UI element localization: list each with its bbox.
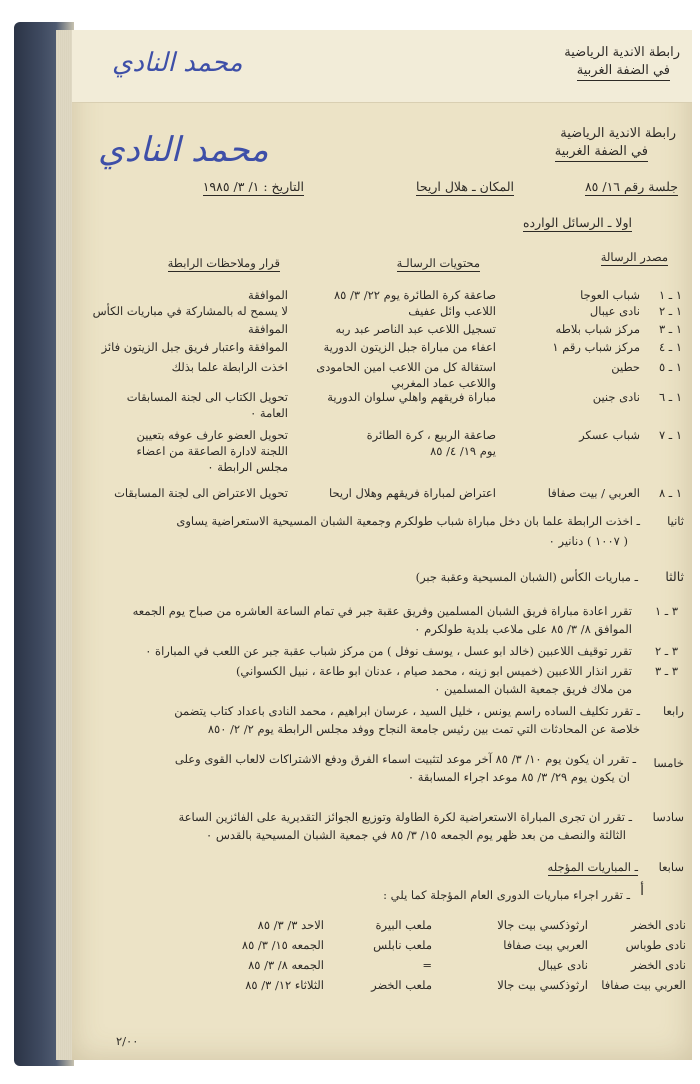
col-header-decision: قرار وملاحظات الرابطة [167,256,280,270]
row-content: واللاعب عماد المغربي [391,376,496,390]
row-decision: مجلس الرابطة ٠ [207,460,288,474]
section2-label: ثانيا [667,514,684,528]
row-number: ١ ـ ٧ [658,428,682,442]
handwritten-name-top: محمد النادي [112,48,243,78]
row-decision: لا يسمح له بالمشاركة في مباريات الكأس [92,304,288,318]
row-content: اعفاء من مباراة جبل الزيتون الدورية [323,340,496,354]
header-line2: في الضفة الغربية [555,143,648,162]
row-number: ١ ـ ١ [658,288,682,302]
section1-title: اولا ـ الرسائل الوارده [523,215,632,230]
match-away: ارثوذكسي بيت جالا [497,918,588,932]
section7-sub-label: أ [640,883,644,899]
row-source: مركز شباب رقم ١ [552,340,640,354]
row-content: اللاعب وائل عفيف [408,304,496,318]
match-home: العربي بيت صفافا [601,978,686,992]
row-content: تسجيل اللاعب عبد الناصر عبد ربه [335,322,496,336]
row-decision: الموافقة [248,288,288,302]
section3-item-line: تقرر توقيف اللاعبين (خالد ابو عسل ، يوسف نوفل ) من مركز شباب عقبة جبر عن اللعب في المباراة ٠ [145,644,632,658]
row-decision: العامة ٠ [250,406,288,420]
match-away: العربي بيت صفافا [503,938,588,952]
section3-item-line: من ملاك فريق جمعية الشبان المسلمين ٠ [434,682,632,696]
meeting-date: التاريخ : ١/ ٣/ ١٩٨٥ [202,179,304,194]
section2-line1: ـ اخذت الرابطة علما بان دخل مباراة شباب طولكرم وجمعية الشبان المسيحية الاستعراضية يساوى [176,514,640,528]
match-date: الجمعه ١٥/ ٣/ ٨٥ [241,938,324,952]
match-home: نادى الخضر [631,958,686,972]
row-content: استقالة كل من اللاعب امين الحامودى [316,360,496,374]
section3-item-line: تقرر اعادة مباراة فريق الشبان المسلمين وفريق عقبة جبر في تمام الساعة العاشره من صباح يوم الجمعه [132,604,632,618]
match-venue: ملعب البيرة [375,918,432,932]
section5-line1: ـ تقرر ان يكون يوم ١٠/ ٣/ ٨٥ آخر موعد لتثبيت اسماء الفرق ودفع الاشتراكات لالعاب القوى وعلى [174,752,636,766]
row-content: يوم ١٩/ ٤/ ٨٥ [430,444,496,458]
section3-title: ـ مباريات الكأس (الشبان المسيحية وعقبة جبر) [415,570,638,584]
match-date: الثلاثاء ١٢/ ٣/ ٨٥ [245,978,324,992]
header-line1: رابطة الاندية الرياضية [560,126,676,141]
row-number: ١ ـ ٥ [658,360,682,374]
section6-label: سادسا [652,810,684,824]
section5-label: خامسا [653,756,684,770]
row-decision: الموافقة [248,322,288,336]
section3-item-number: ٣ ـ ٢ [654,644,678,658]
row-number: ١ ـ ٣ [658,322,682,336]
row-number: ١ ـ ٢ [658,304,682,318]
match-venue: ملعب الخضر [371,978,432,992]
document-page [72,30,692,1060]
row-source: العربي / بيت صفافا [547,486,640,500]
row-source: حطين [611,360,640,374]
match-venue: = [422,958,432,972]
section3-item-number: ٣ ـ ٣ [654,664,678,678]
section2-line2: ( ١٠٠٧ ) دنانير ٠ [548,534,628,548]
section3-item-number: ٣ ـ ١ [654,604,678,618]
handwritten-name: محمد النادي [98,130,269,170]
row-source: نادى جنين [592,390,640,404]
match-home: نادى طوباس [625,938,686,952]
section7-sub-intro: ـ تقرر اجراء مباريات الدورى العام المؤجلة كما يلي : [383,888,630,902]
row-decision: تحويل الاعتراض الى لجنة المسابقات [114,486,288,500]
page-number: ٢/٠٠ [116,1034,139,1048]
section6-line2: الثالثة والنصف من بعد ظهر يوم الجمعه ١٥/ ٣/ ٨٥ في جمعية الشبان المسيحية بالقدس ٠ [206,828,626,842]
row-number: ١ ـ ٦ [658,390,682,404]
row-content: اعتراض لمباراة فريقهم وهلال اريحا [328,486,496,500]
match-date: الجمعه ٨/ ٣/ ٨٥ [248,958,324,972]
row-content: صاعقة كرة الطائرة يوم ٢٢/ ٣/ ٨٥ [333,288,496,302]
meeting-place: المكان ـ هلال اريحا [416,179,514,194]
top-header-line1: رابطة الاندية الرياضية [564,45,680,60]
session-number: جلسة رقم ١٦/ ٨٥ [584,179,678,194]
row-decision: الموافقة واعتبار فريق جبل الزيتون فائز [101,340,288,354]
match-away: نادى عيبال [537,958,588,972]
section4-line1: ـ تقرر تكليف الساده راسم يونس ، خليل السيد ، عرسان ابراهيم ، محمد النادى باعداد كتاب يتضمن [174,704,640,718]
section5-line2: ان يكون يوم ٢٩/ ٣/ ٨٥ موعد اجراء المسابقة ٠ [407,770,630,784]
col-header-content: محتويات الرسالـة [396,256,480,270]
row-number: ١ ـ ٤ [658,340,682,354]
row-source: شباب عسكر [579,428,640,442]
section4-line2: خلاصة عن المحادثات التي تمت بين رئيس جامعة النجاح ووفد مجلس الرابطة يوم ٢/ ٢/ ٨٥٠ [207,722,640,736]
section7-label: سابعا [658,860,684,874]
row-decision: تحويل الكتاب الى لجنة المسابقات [126,390,288,404]
section7-title: ـ المباريات المؤجله [547,860,638,874]
top-header-line2: في الضفة الغربية [577,62,670,81]
row-content: مباراة فريقهم واهلي سلوان الدورية [327,390,496,404]
match-date: الاحد ٣/ ٣/ ٨٥ [257,918,324,932]
row-content: صاعقة الربيع ، كرة الطائرة [366,428,496,442]
row-source: شباب العوجا [580,288,640,302]
section6-line1: ـ تقرر ان تجرى المباراة الاستعراضية لكرة الطاولة وتوزيع الجوائز التقديرية على الفائزين الساعة [178,810,632,824]
row-source: مركز شباب بلاطه [555,322,640,336]
match-away: ارثوذكسي بيت جالا [497,978,588,992]
section3-label: ثالثا [665,569,684,584]
row-decision: تحويل العضو عارف عوفه بتعيين [136,428,288,442]
row-decision: اخذت الرابطة علما بذلك [171,360,288,374]
row-number: ١ ـ ٨ [658,486,682,500]
row-source: نادى عيبال [589,304,640,318]
match-venue: ملعب نابلس [373,938,432,952]
match-home: نادى الخضر [631,918,686,932]
row-decision: اللجنة لادارة الصاعقة من اعضاء [136,444,288,458]
section3-item-line: الموافق ٨/ ٣/ ٨٥ على ملاعب بلدية طولكرم ٠ [414,622,632,636]
col-header-source: مصدر الرسالة [600,250,668,264]
section3-item-line: تقرر انذار اللاعبين (خميس ابو زينه ، محمد صيام ، عدنان ابو طاعة ، نبيل الكسواني) [235,664,632,678]
section4-label: رابعا [662,704,684,718]
